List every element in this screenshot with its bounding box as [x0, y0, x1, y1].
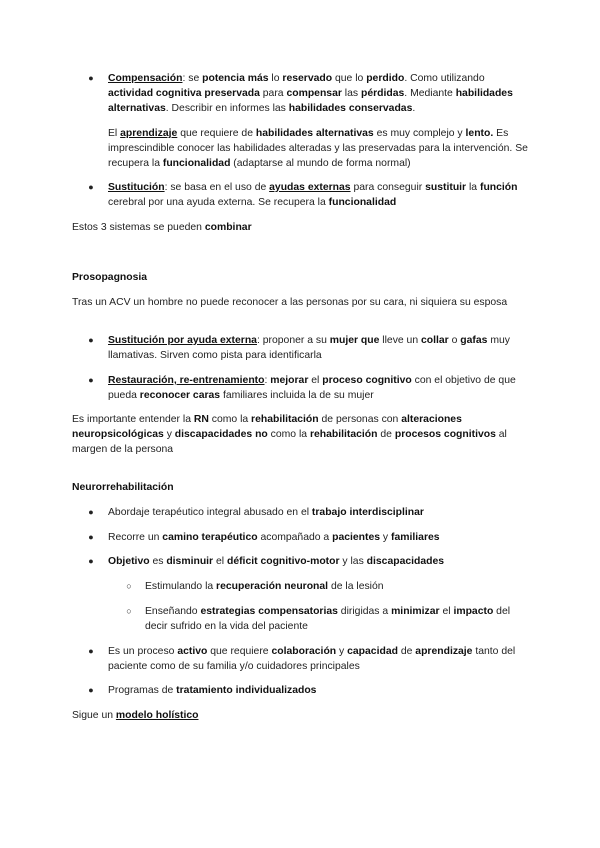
emphasis-text: sustituir	[425, 182, 467, 193]
emphasis-text: pérdidas	[360, 88, 405, 99]
text-run: para	[259, 88, 287, 99]
text-run: de personas con	[318, 414, 402, 425]
emphasis-text: disminuir	[166, 556, 214, 567]
emphasis-text: reservado	[282, 73, 333, 84]
text-run: . Como utilizando	[404, 73, 485, 84]
text-run: de	[377, 429, 395, 440]
emphasis-text: lento.	[465, 128, 494, 139]
text-run: como la	[208, 414, 252, 425]
emphasis-text: habilidades alternativas	[255, 128, 374, 139]
emphasis-text: pacientes	[332, 532, 381, 543]
text-run: : se	[182, 73, 203, 84]
emphasis-text: discapacidades no	[174, 429, 268, 440]
text-run: el	[308, 375, 323, 386]
text-run: el	[439, 606, 454, 617]
text-run: del decir sufrido en la vida del paciente	[145, 606, 511, 632]
text-run: Estimulando la	[145, 581, 217, 592]
emphasis-text: familiares	[391, 532, 440, 543]
emphasis-text: reconocer caras	[139, 390, 221, 401]
neuro-subbullet-ensenando	[145, 604, 530, 634]
emphasis-text: función	[479, 182, 518, 193]
text-run: con el objetivo de que pueda	[108, 375, 516, 401]
neuro-bullet-proceso-activo	[108, 644, 528, 674]
emphasis-text: perdido	[366, 73, 405, 84]
text-run: como la	[267, 429, 310, 440]
emphasis-text: compensar	[286, 88, 342, 99]
text-run: las	[341, 88, 361, 99]
text-run: .	[412, 103, 416, 114]
text-run: :	[264, 375, 271, 386]
sustitucion-paragraph	[108, 180, 528, 210]
text-run: . Describir en informes las	[165, 103, 289, 114]
emphasis-text: Objetivo	[108, 556, 150, 567]
bullet-icon: ●	[88, 73, 94, 83]
text-run: y	[163, 429, 175, 440]
text-run: lleve un	[379, 335, 421, 346]
bullet-icon: ●	[88, 335, 94, 345]
text-run: . Mediante	[404, 88, 456, 99]
emphasis-text: minimizar	[391, 606, 440, 617]
emphasis-text: mujer que	[329, 335, 380, 346]
text-run: es muy complejo y	[373, 128, 466, 139]
emphasis-text: activo	[177, 646, 208, 657]
emphasis-text: ayudas externas	[269, 182, 351, 193]
emphasis-text: aprendizaje	[120, 128, 178, 139]
prosopagnosia-heading: Prosopagnosia	[72, 272, 148, 283]
modelo-holistico-paragraph	[72, 708, 532, 723]
text-run: : se basa en el uso de	[164, 182, 270, 193]
emphasis-text: procesos cognitivos	[394, 429, 496, 440]
text-run: cerebral por una ayuda externa. Se recupera la	[108, 197, 329, 208]
emphasis-text: actividad cognitiva preservada	[108, 88, 260, 99]
neuro-bullet-objetivo	[108, 554, 528, 569]
text-run: Programas de	[108, 685, 177, 696]
emphasis-text: discapacidades	[366, 556, 445, 567]
text-run: al margen de la persona	[72, 429, 507, 455]
emphasis-text: modelo holístico	[115, 710, 199, 721]
text-run: o	[448, 335, 461, 346]
text-run: Tras un ACV un hombre no puede reconocer a las personas por su cara, ni siquiera su esposa	[72, 297, 508, 308]
neuro-bullet-programas	[108, 683, 528, 698]
text-run: Es imprescindible conocer las habilidades alteradas y las preservadas para la intervención. Se recupera la	[108, 128, 528, 169]
emphasis-text: camino terapéutico	[162, 532, 258, 543]
bullet-icon: ●	[88, 375, 94, 385]
bullet-icon: ●	[88, 507, 94, 517]
text-run: es	[149, 556, 167, 567]
emphasis-text: recuperación neuronal	[216, 581, 329, 592]
text-run: Es importante entender la	[72, 414, 194, 425]
text-run: y	[380, 532, 392, 543]
text-run: de la lesión	[328, 581, 384, 592]
text-run: y	[336, 646, 348, 657]
text-run: familiares incluida la de su mujer	[220, 390, 374, 401]
neuro-bullet-abordaje	[108, 505, 528, 520]
emphasis-text: Compensación	[108, 73, 183, 84]
emphasis-text: tratamiento individualizados	[176, 685, 317, 696]
text-run: Es un proceso	[108, 646, 178, 657]
neurorrehabilitacion-heading: Neurorrehabilitación	[72, 482, 174, 493]
emphasis-text: habilidades alternativas	[108, 88, 513, 114]
text-run: Sigue un	[72, 710, 116, 721]
emphasis-text: capacidad	[347, 646, 398, 657]
emphasis-text: déficit cognitivo-motor	[226, 556, 340, 567]
emphasis-text: potencia más	[202, 73, 269, 84]
text-run: tanto del paciente como de su familia y/o cuidadores principales	[108, 646, 516, 672]
neuro-bullet-camino	[108, 530, 528, 545]
emphasis-text: Sustitución por ayuda externa	[108, 335, 257, 346]
text-run: y las	[339, 556, 367, 567]
text-run: que lo	[332, 73, 367, 84]
text-run: El	[108, 128, 121, 139]
bullet-icon: ●	[88, 182, 94, 192]
bullet-icon: ●	[88, 685, 94, 695]
emphasis-text: impacto	[453, 606, 494, 617]
emphasis-text: habilidades conservadas	[288, 103, 413, 114]
emphasis-text: funcionalidad	[328, 197, 397, 208]
neuro-subbullet-estimulando	[145, 579, 530, 594]
bullet-icon: ●	[88, 532, 94, 542]
emphasis-text: Sustitución	[108, 182, 165, 193]
text-run: muy llamativas. Sirven como pista para identificarla	[108, 335, 510, 361]
emphasis-text: rehabilitación	[309, 429, 378, 440]
prosopagnosia-bullet-restauracion	[108, 373, 528, 403]
bullet-icon: ●	[88, 556, 94, 566]
emphasis-text: funcionalidad	[162, 158, 231, 169]
emphasis-text: Restauración, re-entrenamiento	[108, 375, 265, 386]
emphasis-text: combinar	[204, 222, 252, 233]
prosopagnosia-bullet-sustitucion	[108, 333, 528, 363]
compensacion-aprendizaje-paragraph	[108, 126, 528, 171]
emphasis-text: mejorar	[270, 375, 309, 386]
text-run: que requiere	[207, 646, 272, 657]
combinar-paragraph	[72, 220, 532, 235]
sub-bullet-icon: ○	[126, 581, 132, 591]
text-run: para conseguir	[350, 182, 426, 193]
text-run: el	[213, 556, 227, 567]
emphasis-text: trabajo interdisciplinar	[311, 507, 424, 518]
text-run: Recorre un	[108, 532, 163, 543]
text-run: lo	[268, 73, 283, 84]
text-run: de	[397, 646, 416, 657]
text-run: Abordaje terapéutico integral abusado en el	[108, 507, 312, 518]
emphasis-text: colaboración	[271, 646, 337, 657]
bullet-icon: ●	[88, 646, 94, 656]
text-run: la	[466, 182, 480, 193]
text-run: : proponer a su	[256, 335, 330, 346]
text-run: que requiere de	[177, 128, 256, 139]
emphasis-text: proceso cognitivo	[322, 375, 412, 386]
compensacion-paragraph	[108, 71, 528, 116]
text-run: (adaptarse al mundo de forma normal)	[230, 158, 411, 169]
text-run: Estos 3 sistemas se pueden	[72, 222, 205, 233]
text-run: dirigidas a	[337, 606, 392, 617]
emphasis-text: estrategias compensatorias	[200, 606, 338, 617]
emphasis-text: RN	[193, 414, 209, 425]
text-run: Enseñando	[145, 606, 201, 617]
emphasis-text: collar	[421, 335, 449, 346]
emphasis-text: aprendizaje	[415, 646, 473, 657]
emphasis-text: alteraciones neuropsicológicas	[72, 414, 462, 440]
prosopagnosia-intro	[72, 295, 512, 310]
text-run: acompañado a	[257, 532, 333, 543]
emphasis-text: rehabilitación	[251, 414, 319, 425]
rn-important-paragraph	[72, 412, 532, 457]
sub-bullet-icon: ○	[126, 606, 132, 616]
emphasis-text: gafas	[460, 335, 488, 346]
